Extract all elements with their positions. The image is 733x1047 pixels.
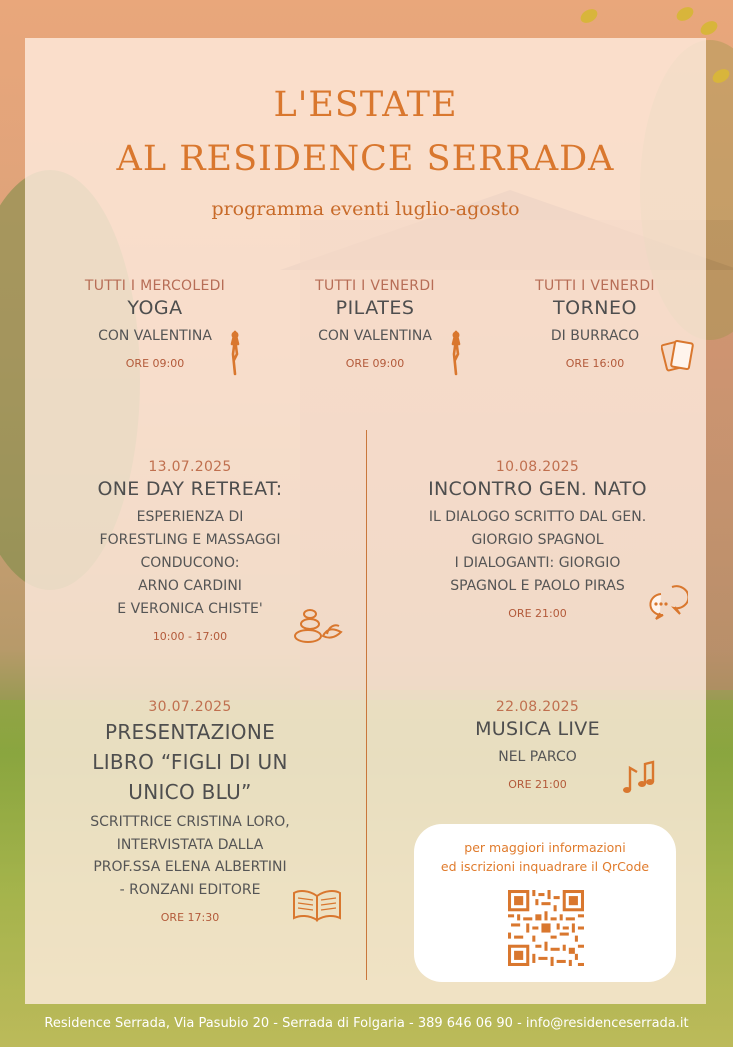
event-time: ORE 09:00 <box>125 357 185 370</box>
description-line: IL DIALOGO SCRITTO DAL GEN. <box>428 509 647 525</box>
description-line: FORESTLING E MASSAGGI <box>99 532 281 548</box>
info-line-1: per maggiori informazioni <box>464 840 626 855</box>
event-retreat <box>55 459 325 643</box>
spa-stones-icon <box>293 606 343 644</box>
description-line: NEL PARCO <box>498 749 577 765</box>
event-title: INCONTRO GEN. NATO <box>428 478 647 500</box>
event-host: CON VALENTINA <box>318 328 432 344</box>
title-line: LIBRO “FIGLI DI UN <box>92 750 288 774</box>
event-time: ORE 16:00 <box>565 357 625 370</box>
cards-icon <box>661 338 695 374</box>
column-divider <box>366 430 367 980</box>
yoga-icon <box>224 330 246 376</box>
event-time: ORE 21:00 <box>508 778 567 791</box>
event-libro <box>55 699 325 924</box>
event-time: ORE 17:30 <box>160 911 220 924</box>
event-incontro <box>400 459 675 620</box>
description-line: SCRITTRICE CRISTINA LORO, <box>90 814 290 830</box>
info-text <box>414 838 676 876</box>
leaf-decoration <box>578 6 600 25</box>
event-description <box>55 811 325 901</box>
event-date: 22.08.2025 <box>495 699 580 715</box>
description-line: ARNO CARDINI <box>138 578 242 594</box>
chat-bubbles-icon <box>648 584 688 620</box>
description-line: CONDUCONO: <box>140 555 240 571</box>
event-day: TUTTI I MERCOLEDI <box>84 278 226 294</box>
description-line: SPAGNOL E PAOLO PIRAS <box>450 578 625 594</box>
description-line: INTERVISTATA DALLA <box>116 836 264 853</box>
event-host: CON VALENTINA <box>98 328 212 344</box>
description-line: PROF.SSA ELENA ALBERTINI <box>93 859 287 875</box>
info-card <box>414 824 676 982</box>
open-book-icon <box>291 888 343 924</box>
leaf-decoration <box>698 18 720 37</box>
title-line-1: L'ESTATE <box>273 85 458 125</box>
event-host: DI BURRACO <box>550 328 640 344</box>
leaf-decoration <box>674 4 696 23</box>
event-title: MUSICA LIVE <box>475 718 600 740</box>
description-line: - RONZANI EDITORE <box>119 881 261 898</box>
event-date: 13.07.2025 <box>148 459 232 475</box>
description-line: E VERONICA CHISTE' <box>117 601 263 617</box>
poster-title <box>25 78 706 186</box>
event-day: TUTTI I VENERDI <box>535 278 655 294</box>
event-title: ONE DAY RETREAT: <box>97 478 283 500</box>
event-day: TUTTI I VENERDI <box>315 278 435 294</box>
contact-footer: Residence Serrada, Via Pasubio 20 - Serrada di Folgaria - 389 646 06 90 - info@residenceserrada.it <box>44 1016 689 1031</box>
music-notes-icon <box>621 760 655 796</box>
poster-subtitle: programma eventi luglio-agosto <box>211 198 520 220</box>
event-name: TORNEO <box>553 297 637 319</box>
event-name: YOGA <box>127 297 183 319</box>
event-time: ORE 09:00 <box>345 357 405 370</box>
event-time: ORE 21:00 <box>508 607 567 620</box>
event-date: 30.07.2025 <box>148 699 232 715</box>
title-line: UNICO BLU” <box>128 780 252 804</box>
event-description <box>55 506 325 621</box>
event-title <box>55 717 325 807</box>
description-line: GIORGIO SPAGNOL <box>471 532 604 548</box>
event-date: 10.08.2025 <box>495 459 580 475</box>
event-time: 10:00 - 17:00 <box>152 630 228 643</box>
event-description <box>400 506 675 598</box>
title-line-2: AL RESIDENCE SERRADA <box>116 139 615 179</box>
qr-code-icon[interactable] <box>508 890 584 966</box>
description-line: ESPERIENZA DI <box>136 509 244 525</box>
yoga-icon <box>445 330 467 376</box>
title-line: PRESENTAZIONE <box>104 720 276 744</box>
event-name: PILATES <box>335 297 415 319</box>
description-line: I DIALOGANTI: GIORGIO <box>454 555 621 571</box>
event-program-panel <box>25 38 706 1004</box>
info-line-2: ed iscrizioni inquadrare il QrCode <box>440 859 650 874</box>
